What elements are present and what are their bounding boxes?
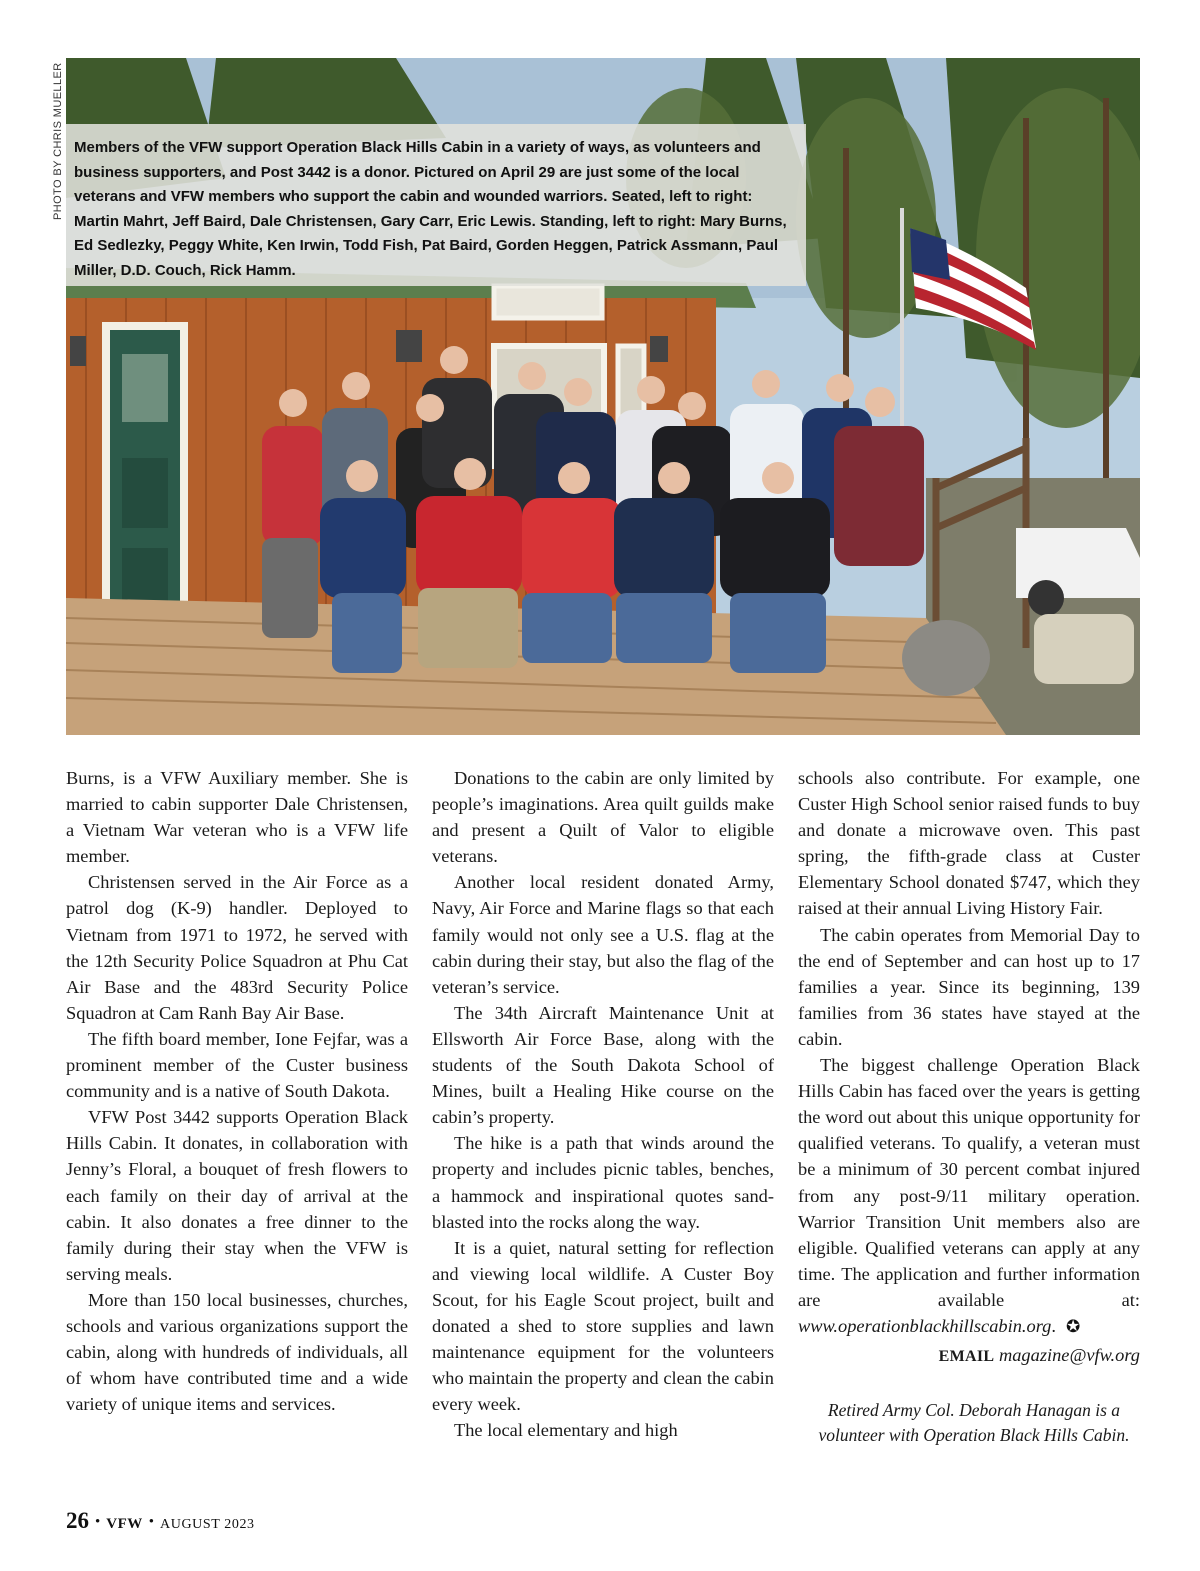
magazine-name: VFW bbox=[106, 1516, 143, 1532]
paragraph: schools also contribute. For example, one Custer High School senior raised funds to buy and donate a microwave oven. This past spring, the fifth-grade class at Custer Elementary School donated $747, which they raised at their annual Living History Fair. bbox=[798, 768, 1140, 919]
page-footer bbox=[66, 1508, 255, 1538]
paragraph: It is a quiet, natural setting for reflection and viewing local wildlife. A Custer Boy Scout, for his Eagle Scout project, built and donated a shed to store supplies and lawn maintenance equipment for the volunteers who maintain the property and clean the cabin every week. bbox=[432, 1237, 774, 1415]
paragraph: The hike is a path that winds around the property and includes picnic tables, benches, a hammock and inspirational quotes sand-blasted into the rocks along the way. bbox=[432, 1133, 774, 1232]
paragraph: More than 150 local businesses, churches, schools and various organizations support the cabin, along with hundreds of individuals, all of whom have contributed time and a wide variety of unique items and services. bbox=[66, 1289, 408, 1415]
article-column-2 bbox=[432, 765, 774, 1443]
separator: • bbox=[95, 1514, 101, 1530]
email-line bbox=[798, 1342, 1140, 1370]
author-bio: Retired Army Col. Deborah Hanagan is a volunteer with Operation Black Hills Cabin. bbox=[818, 1400, 1130, 1446]
page-number: 26 bbox=[66, 1508, 89, 1533]
article-column-1 bbox=[66, 765, 408, 1417]
paragraph: The 34th Aircraft Maintenance Unit at Ellsworth Air Force Base, along with the students of the South Dakota School of Mines, built a Healing Hike course on the cabin’s property. bbox=[432, 1002, 774, 1128]
paragraph: The fifth board member, Ione Fejfar, was a prominent member of the Custer business community and is a native of South Dakota. bbox=[66, 1028, 408, 1102]
separator: • bbox=[148, 1514, 155, 1530]
end-mark-icon: ✪ bbox=[1065, 1316, 1081, 1337]
article-column-3 bbox=[798, 765, 1140, 1448]
paragraph: VFW Post 3442 supports Operation Black Hills Cabin. It donates, in collaboration with Jenny’s Floral, a bouquet of fresh flowers to each family on their day of arrival at the cabin. It also donates a free dinner to the family during their stay when the VFW is serving meals. bbox=[66, 1107, 408, 1284]
paragraph: The local elementary and high bbox=[454, 1420, 678, 1441]
paragraph-text: The biggest challenge Operation Black Hills Cabin has faced over the years is getting the word out about this unique opportunity for qualified veterans. To qualify, a veteran must be a minimum of 30 percent combat injured from any post-9/11 military operation. Warrior Transition Unit members also are eligible. Qualified veterans can apply at any time. The application and further information are available at: bbox=[798, 1055, 1140, 1310]
email-address[interactable]: magazine@vfw.org bbox=[998, 1345, 1140, 1366]
paragraph: Burns, is a VFW Auxiliary member. She is married to cabin supporter Dale Christensen, a Vietnam War veteran who is a VFW life member. bbox=[66, 768, 408, 867]
paragraph: Donations to the cabin are only limited by people’s imaginations. Area quilt guilds make and present a Quilt of Valor to eligible veterans. bbox=[432, 768, 774, 867]
website-link[interactable]: www.operationblackhillscabin.org bbox=[798, 1315, 1052, 1336]
photo-caption: Members of the VFW support Operation Black Hills Cabin in a variety of ways, as volunteers and business supporters, and Post 3442 is a donor. Pictured on April 29 are just some of the local veterans and VFW members who support the cabin and wounded warriors. Seated, left to right: Martin Mahrt, Jeff Baird, Dale Christensen, Gary Carr, Eric Lewis. Standing, left to right: Mary Burns, Ed Sedlezky, Peggy White, Ken Irwin, Todd Fish, Pat Baird, Gorden Heggen, Patrick Assmann, Paul Miller, D.D. Couch, Rick Hamm. bbox=[66, 124, 806, 286]
paragraph: The cabin operates from Memorial Day to the end of September and can host up to 17 families a year. Since its beginning, 139 families from 36 states have stayed at the cabin. bbox=[798, 924, 1140, 1049]
email-label: EMAIL bbox=[938, 1348, 995, 1366]
paragraph: Christensen served in the Air Force as a patrol dog (K-9) handler. Deployed to Vietnam from 1971 to 1972, he served with the 12th Security Police Squadron at Phu Cat Air Base and the 483rd Security Police Squadron at Cam Ranh Bay Air Base. bbox=[66, 872, 408, 1023]
paragraph-final bbox=[798, 1052, 1140, 1340]
photo-credit: PHOTO BY CHRIS MUELLER bbox=[52, 62, 64, 220]
issue-date: AUGUST 2023 bbox=[160, 1517, 255, 1532]
paragraph: Another local resident donated Army, Navy, Air Force and Marine flags so that each family would not only see a U.S. flag at the cabin during their stay, but also the flag of the veteran’s service. bbox=[432, 872, 774, 997]
link-trailer: . bbox=[1051, 1315, 1056, 1336]
